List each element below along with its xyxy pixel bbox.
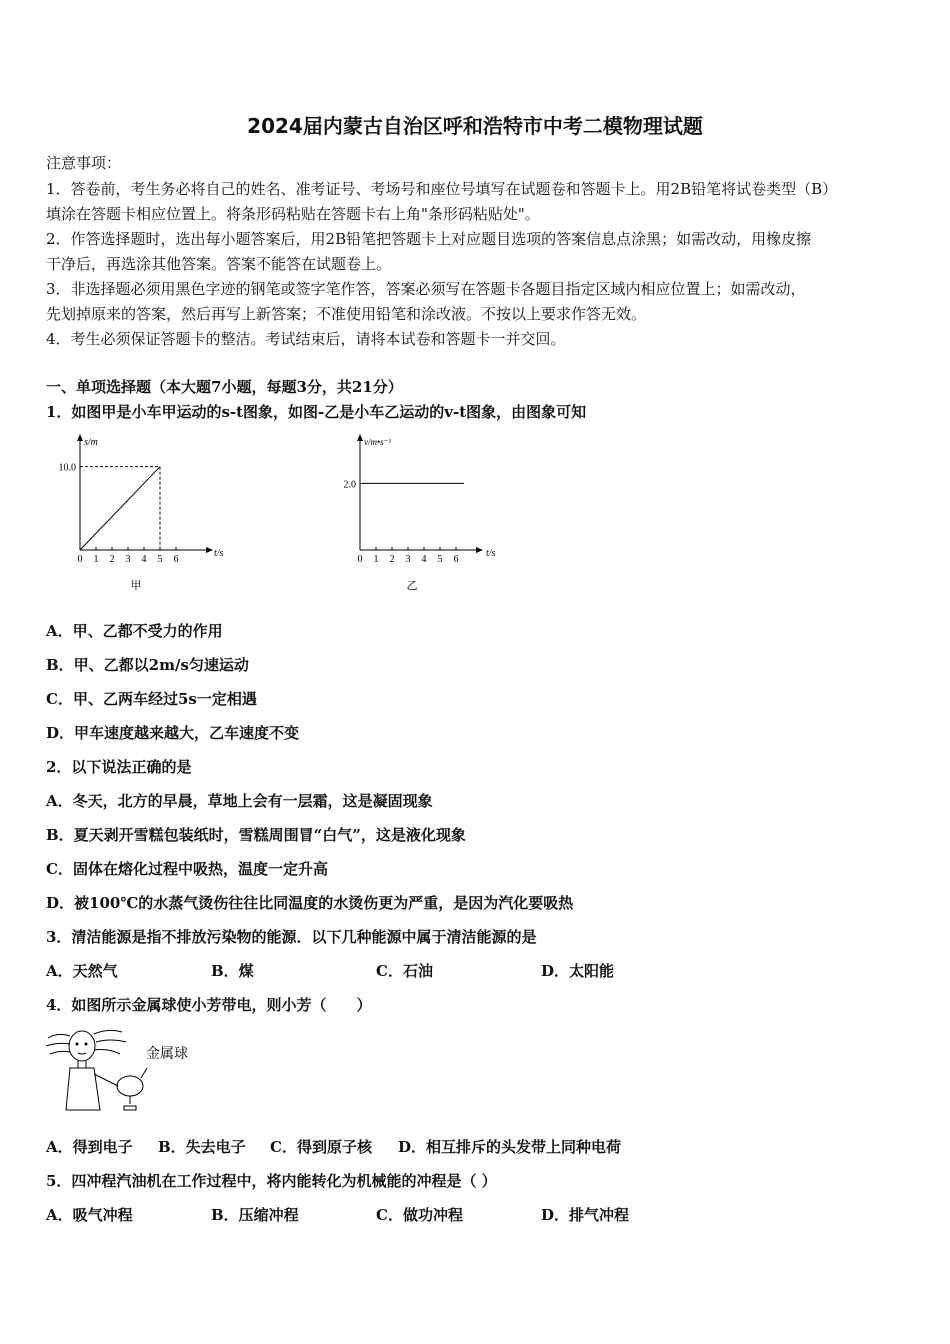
chart-title: 乙 bbox=[406, 580, 418, 592]
notice-line: 填涂在答题卡相应位置上。将条形码粘贴在答题卡右上角"条形码粘贴处"。 bbox=[46, 205, 540, 223]
x-tick-label: 1 bbox=[373, 554, 379, 565]
x-tick-label: 0 bbox=[77, 554, 83, 565]
y-tick-label: 10.0 bbox=[58, 462, 76, 474]
question-2-stem: 2．以下说法正确的是 bbox=[46, 758, 192, 776]
y-axis-arrow bbox=[357, 434, 363, 441]
x-tick-label: 3 bbox=[405, 554, 411, 565]
section-heading: 一、单项选择题（本大题7小题，每题3分，共21分） bbox=[46, 378, 403, 396]
y-axis-label: v/m•s⁻¹ bbox=[364, 437, 392, 447]
x-tick-label: 5 bbox=[437, 554, 443, 565]
question-5-stem: 5．四冲程汽油机在工作过程中，将内能转化为机械能的冲程是（ ） bbox=[46, 1172, 497, 1190]
question-2-option: D．被100℃的水蒸气烫伤往往比同温度的水烫伤更为严重，是因为汽化要吸热 bbox=[46, 894, 574, 912]
x-axis-arrow bbox=[206, 547, 213, 553]
metal-ball bbox=[117, 1076, 143, 1096]
chart-title: 甲 bbox=[130, 580, 142, 592]
question-1-option: C．甲、乙两车经过5s一定相遇 bbox=[46, 690, 257, 708]
question-2-option: C．固体在熔化过程中吸热，温度一定升高 bbox=[46, 860, 328, 878]
question-5-options bbox=[46, 1204, 846, 1226]
question-3-option: C．石油 bbox=[376, 962, 433, 980]
y-axis-label: s/m bbox=[84, 437, 98, 448]
question-2-option: A．冬天，北方的早晨，草地上会有一层霜，这是凝固现象 bbox=[46, 792, 433, 810]
exam-title: 2024届内蒙古自治区呼和浩特市中考二模物理试题 bbox=[247, 114, 703, 138]
x-tick-label: 6 bbox=[173, 554, 179, 565]
x-tick-label: 2 bbox=[109, 554, 115, 565]
question-3-options bbox=[46, 960, 846, 982]
notice-line: 先划掉原来的答案，然后再写上新答案；不准使用铅笔和涂改液。不按以上要求作答无效。 bbox=[46, 305, 647, 323]
series-line-jia bbox=[80, 467, 160, 550]
question-4-options bbox=[46, 1136, 866, 1158]
question-4-option: A．得到电子 bbox=[46, 1138, 133, 1156]
ball-stand bbox=[124, 1096, 136, 1110]
notice-line: 3．非选择题必须用黑色字迹的钢笔或签字笔作答，答案必须写在答题卡各题目指定区域内相应位置上；如需改动， bbox=[46, 280, 806, 298]
question-5-option: D．排气冲程 bbox=[541, 1206, 630, 1224]
x-axis-label: t/s bbox=[214, 548, 224, 559]
question-4-option: D．相互排斥的头发带上同种电荷 bbox=[398, 1138, 622, 1156]
x-tick-label: 1 bbox=[93, 554, 99, 565]
question-2-option: B．夏天剥开雪糕包装纸时，雪糕周围冒“白气”，这是液化现象 bbox=[46, 826, 466, 844]
question-3-option: A．天然气 bbox=[46, 962, 118, 980]
x-tick-label: 5 bbox=[157, 554, 163, 565]
x-tick-label: 4 bbox=[141, 554, 147, 565]
x-tick-label: 0 bbox=[357, 554, 363, 565]
question-3-option: B．煤 bbox=[211, 962, 254, 980]
notice-line: 1．答卷前，考生务必将自己的姓名、准考证号、考场号和座位号填写在试题卷和答题卡上。用2B铅笔将试卷类型（B） bbox=[46, 180, 838, 198]
question-4-option: B．失去电子 bbox=[158, 1138, 246, 1156]
y-axis-arrow bbox=[77, 434, 83, 441]
question-1-option: A．甲、乙都不受力的作用 bbox=[46, 622, 223, 640]
notice-heading: 注意事项： bbox=[46, 154, 122, 172]
question-4-stem: 4．如图所示金属球使小芳带电，则小芳（ ） bbox=[46, 996, 372, 1014]
girl-metal-ball-figure bbox=[44, 1024, 214, 1116]
x-tick-label: 2 bbox=[389, 554, 395, 565]
x-tick-label: 3 bbox=[125, 554, 131, 565]
notice-line: 干净后，再选涂其他答案。答案不能答在试题卷上。 bbox=[46, 255, 392, 273]
metal-ball-label: 金属球 bbox=[146, 1047, 188, 1062]
girl-head bbox=[69, 1031, 95, 1061]
chart-jia bbox=[40, 432, 230, 597]
question-5-option: A．吸气冲程 bbox=[46, 1206, 133, 1224]
question-1-option: D．甲车速度越来越大，乙车速度不变 bbox=[46, 724, 300, 742]
question-3-option: D．太阳能 bbox=[541, 962, 615, 980]
question-3-stem: 3．清洁能源是指不排放污染物的能源．以下几种能源中属于清洁能源的是 bbox=[46, 928, 537, 946]
question-1-stem: 1．如图甲是小车甲运动的s-t图象，如图-乙是小车乙运动的v-t图象，由图象可知 bbox=[46, 403, 587, 421]
x-axis-arrow bbox=[476, 547, 483, 553]
question-1-option: B．甲、乙都以2m/s匀速运动 bbox=[46, 656, 249, 674]
x-tick-label: 6 bbox=[453, 554, 459, 565]
question-5-option: C．做功冲程 bbox=[376, 1206, 463, 1224]
question-4-option: C．得到原子核 bbox=[270, 1138, 372, 1156]
chart-yi bbox=[320, 432, 520, 597]
x-tick-label: 4 bbox=[421, 554, 427, 565]
x-axis-label: t/s bbox=[486, 548, 496, 559]
question-5-option: B．压缩冲程 bbox=[211, 1206, 299, 1224]
y-tick-label: 2.0 bbox=[343, 479, 356, 491]
notice-line: 4．考生必须保证答题卡的整洁。考试结束后，请将本试卷和答题卡一并交回。 bbox=[46, 330, 566, 348]
notice-line: 2．作答选择题时，选出每小题答案后，用2B铅笔把答题卡上对应题目选项的答案信息点涂黑；如需改动，用橡皮擦 bbox=[46, 230, 812, 248]
hair-strand bbox=[48, 1034, 70, 1038]
